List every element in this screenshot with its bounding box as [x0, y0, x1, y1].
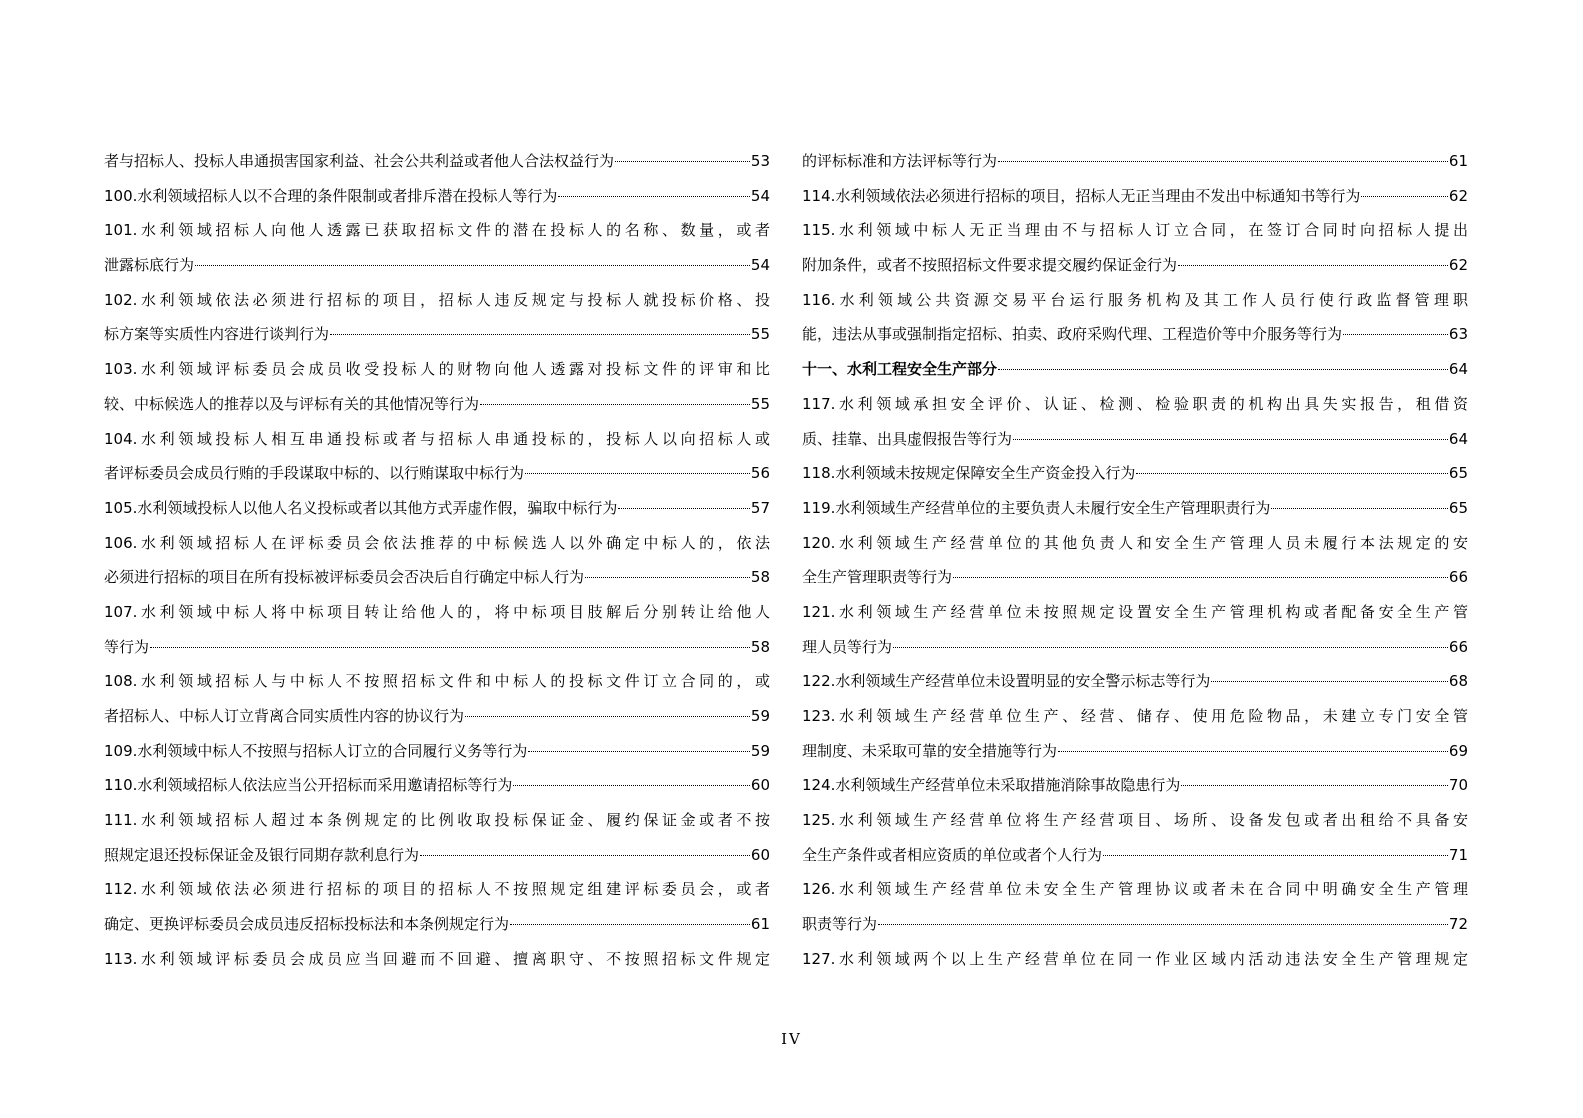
toc-entry-line: [104, 664, 770, 699]
toc-entry-text: 118.水利领域未按规定保障安全生产资金投入行为: [802, 464, 1136, 483]
toc-entry-line: [104, 422, 770, 457]
toc-entry-line[interactable]: [104, 630, 770, 665]
toc-leader-dots: [558, 196, 750, 197]
toc-entry-text: 等行为: [104, 637, 150, 656]
toc-entry-text: 113.水利领域评标委员会成员应当回避而不回避、擅离职守、不按照招标文件规定: [104, 949, 770, 968]
toc-entry-line[interactable]: [104, 144, 770, 179]
toc-page-number: 64: [1448, 360, 1468, 379]
toc-entry-text: 质、挂靠、出具虚假报告等行为: [802, 429, 1013, 448]
toc-entry-text: 112.水利领域依法必须进行招标的项目的招标人不按照规定组建评标委员会，或者: [104, 880, 770, 899]
toc-entry-text: 102.水利领域依法必须进行招标的项目，招标人违反规定与投标人就投标价格、投: [104, 290, 770, 309]
toc-page-number: 68: [1448, 672, 1468, 691]
toc-entry-text: 确定、更换评标委员会成员违反招标投标法和本条例规定行为: [104, 915, 510, 934]
toc-leader-dots: [150, 647, 750, 648]
toc-entry-text: 泄露标底行为: [104, 256, 195, 275]
toc-page-number: 58: [750, 637, 770, 656]
toc-entry-text: 115.水利领域中标人无正当理由不与招标人订立合同，在签订合同时向招标人提出: [802, 221, 1468, 240]
toc-entry-line[interactable]: [104, 699, 770, 734]
toc-leader-dots: [893, 647, 1448, 648]
toc-entry-text: 105.水利领域投标人以他人名义投标或者以其他方式弄虚作假，骗取中标行为: [104, 498, 618, 517]
toc-leader-dots: [420, 855, 750, 856]
toc-entry-text: 全生产管理职责等行为: [802, 568, 953, 587]
toc-page-number: 65: [1448, 464, 1468, 483]
toc-entry-text: 者评标委员会成员行贿的手段谋取中标的、以行贿谋取中标行为: [104, 464, 525, 483]
toc-leader-dots: [1058, 751, 1448, 752]
toc-leader-dots: [878, 924, 1448, 925]
toc-leader-dots: [1343, 334, 1448, 335]
toc-leader-dots: [1211, 681, 1448, 682]
toc-entry-line[interactable]: [104, 491, 770, 526]
toc-entry-line[interactable]: [104, 387, 770, 422]
toc-entry-line: [104, 595, 770, 630]
toc-entry-text: 者招标人、中标人订立背离合同实质性内容的协议行为: [104, 707, 465, 725]
toc-right-column: [802, 144, 1468, 977]
toc-entry-text: 107.水利领域中标人将中标项目转让给他人的，将中标项目肢解后分别转让给他人: [104, 602, 770, 621]
toc-entry-line: [802, 213, 1468, 248]
toc-entry-line: [802, 526, 1468, 561]
toc-entry-text: 126.水利领域生产经营单位未安全生产管理协议或者未在合同中明确安全生产管理: [802, 880, 1468, 899]
toc-entry-line[interactable]: [802, 560, 1468, 595]
toc-page-number: 55: [750, 394, 770, 413]
toc-leader-dots: [195, 265, 750, 266]
toc-entry-text: 者与招标人、投标人串通损害国家利益、社会公共利益或者他人合法权益行为: [104, 152, 615, 170]
toc-entry-line[interactable]: [104, 838, 770, 873]
toc-page-number: 61: [1448, 152, 1468, 170]
toc-entry-text: 理制度、未采取可靠的安全措施等行为: [802, 741, 1058, 760]
toc-entry-text: 114.水利领域依法必须进行招标的项目，招标人无正当理由不发出中标通知书等行为: [802, 186, 1361, 205]
toc-entry-line[interactable]: [802, 768, 1468, 803]
toc-entry-line: [104, 283, 770, 318]
toc-page-number: 57: [750, 498, 770, 517]
toc-entry-line[interactable]: [104, 560, 770, 595]
toc-entry-text: 116.水利领域公共资源交易平台运行服务机构及其工作人员行使行政监督管理职: [802, 290, 1468, 309]
toc-leader-dots: [465, 716, 750, 717]
toc-entry-line[interactable]: [802, 734, 1468, 769]
toc-entry-text: 110.水利领域招标人依法应当公开招标而采用邀请招标等行为: [104, 776, 513, 795]
toc-page-number: 62: [1448, 256, 1468, 275]
toc-entry-line[interactable]: [802, 630, 1468, 665]
toc-entry-line[interactable]: [802, 352, 1468, 387]
toc-entry-line[interactable]: [802, 456, 1468, 491]
toc-entry-text: 较、中标候选人的推荐以及与评标有关的其他情况等行为: [104, 394, 480, 413]
toc-entry-text: 124.水利领域生产经营单位未采取措施消除事故隐患行为: [802, 776, 1181, 795]
toc-leader-dots: [618, 508, 750, 509]
toc-page-number: 53: [750, 152, 770, 170]
toc-leader-dots: [330, 334, 750, 335]
toc-entry-line[interactable]: [802, 491, 1468, 526]
toc-left-column: [104, 144, 770, 977]
toc-entry-line[interactable]: [104, 768, 770, 803]
toc-entry-text: 的评标标准和方法评标等行为: [802, 152, 998, 170]
toc-entry-text: 照规定退还投标保证金及银行同期存款利息行为: [104, 845, 420, 864]
toc-leader-dots: [953, 577, 1448, 578]
toc-leader-dots: [585, 577, 750, 578]
toc-entry-text: 标方案等实质性内容进行谈判行为: [104, 325, 330, 344]
toc-leader-dots: [1361, 196, 1448, 197]
toc-entry-text: 职责等行为: [802, 915, 878, 934]
toc-page-number: 59: [750, 707, 770, 725]
toc-entry-line: [802, 595, 1468, 630]
toc-entry-line[interactable]: [104, 179, 770, 214]
toc-page-number: 62: [1448, 186, 1468, 205]
toc-entry-text: 101.水利领域招标人向他人透露已获取招标文件的潜在投标人的名称、数量，或者: [104, 221, 770, 240]
toc-entry-line: [802, 283, 1468, 318]
toc-entry-text: 122.水利领域生产经营单位未设置明显的安全警示标志等行为: [802, 672, 1211, 691]
toc-entry-text: 108.水利领域招标人与中标人不按照招标文件和中标人的投标文件订立合同的，或: [104, 672, 770, 691]
toc-entry-line[interactable]: [104, 456, 770, 491]
toc-entry-line: [802, 803, 1468, 838]
toc-entry-line: [104, 872, 770, 907]
toc-page-number: 71: [1448, 845, 1468, 864]
toc-leader-dots: [1136, 473, 1448, 474]
toc-entry-text: 104.水利领域投标人相互串通投标或者与招标人串通投标的，投标人以向招标人或: [104, 429, 770, 448]
toc-leader-dots: [513, 785, 750, 786]
toc-leader-dots: [528, 751, 750, 752]
toc-entry-line: [802, 942, 1468, 977]
toc-entry-text: 119.水利领域生产经营单位的主要负责人未履行安全生产管理职责行为: [802, 498, 1271, 517]
toc-entry-line[interactable]: [802, 144, 1468, 179]
toc-entry-line: [104, 352, 770, 387]
toc-entry-line: [104, 526, 770, 561]
toc-leader-dots: [1181, 785, 1448, 786]
toc-leader-dots: [615, 161, 750, 162]
toc-page-number: 54: [750, 256, 770, 275]
toc-leader-dots: [1271, 508, 1448, 509]
toc-entry-text: 理人员等行为: [802, 637, 893, 656]
toc-entry-line: [104, 803, 770, 838]
toc-entry-line[interactable]: [802, 422, 1468, 457]
toc-entry-text: 123.水利领域生产经营单位生产、经营、储存、使用危险物品，未建立专门安全管: [802, 707, 1468, 725]
toc-page-number: 55: [750, 325, 770, 344]
page-number: IV: [781, 1030, 802, 1048]
toc-entry-text: 100.水利领域招标人以不合理的条件限制或者排斥潜在投标人等行为: [104, 186, 558, 205]
toc-entry-text: 117.水利领域承担安全评价、认证、检测、检验职责的机构出具失实报告，租借资: [802, 394, 1468, 413]
toc-entry-line[interactable]: [104, 734, 770, 769]
toc-page-number: 64: [1448, 429, 1468, 448]
toc-page-number: 72: [1448, 915, 1468, 934]
toc-page-number: 70: [1448, 776, 1468, 795]
toc-entry-line: [802, 699, 1468, 734]
toc-leader-dots: [998, 161, 1448, 162]
toc-entry-text: 121.水利领域生产经营单位未按照规定设置安全生产管理机构或者配备安全生产管: [802, 602, 1468, 621]
toc-entry-text: 附加条件，或者不按照招标文件要求提交履约保证金行为: [802, 256, 1178, 275]
toc-entry-line[interactable]: [104, 317, 770, 352]
toc-entry-text: 127.水利领域两个以上生产经营单位在同一作业区域内活动违法安全生产管理规定: [802, 949, 1468, 968]
toc-page-number: 69: [1448, 741, 1468, 760]
toc-page-number: 59: [750, 741, 770, 760]
toc-entry-line[interactable]: [104, 248, 770, 283]
toc-leader-dots: [998, 369, 1448, 370]
toc-entry-line[interactable]: [802, 907, 1468, 942]
toc-leader-dots: [1013, 439, 1448, 440]
toc-page-number: 54: [750, 186, 770, 205]
toc-page-number: 61: [750, 915, 770, 934]
toc-entry-line: [802, 387, 1468, 422]
toc-entry-text: 103.水利领域评标委员会成员收受投标人的财物向他人透露对投标文件的评审和比: [104, 360, 770, 379]
toc-page-number: 58: [750, 568, 770, 587]
toc-page-number: 66: [1448, 568, 1468, 587]
toc-entry-text: 120.水利领域生产经营单位的其他负责人和安全生产管理人员未履行本法规定的安: [802, 533, 1468, 552]
toc-entry-line[interactable]: [802, 248, 1468, 283]
toc-entry-line[interactable]: [802, 664, 1468, 699]
toc-entry-line[interactable]: [802, 317, 1468, 352]
toc-page-number: 56: [750, 464, 770, 483]
toc-entry-line[interactable]: [802, 838, 1468, 873]
toc-entry-line[interactable]: [104, 907, 770, 942]
toc-page-number: 66: [1448, 637, 1468, 656]
toc-entry-line[interactable]: [802, 179, 1468, 214]
toc-leader-dots: [510, 924, 750, 925]
toc-leader-dots: [1103, 855, 1448, 856]
toc-entry-text: 125.水利领域生产经营单位将生产经营项目、场所、设备发包或者出租给不具备安: [802, 811, 1468, 830]
toc-entry-text: 必须进行招标的项目在所有投标被评标委员会否决后自行确定中标人行为: [104, 568, 585, 587]
toc-leader-dots: [480, 404, 750, 405]
toc-leader-dots: [525, 473, 750, 474]
toc-entry-text: 111.水利领域招标人超过本条例规定的比例收取投标保证金、履约保证金或者不按: [104, 811, 770, 830]
toc-entry-text: 109.水利领域中标人不按照与招标人订立的合同履行义务等行为: [104, 741, 528, 760]
toc-page-number: 60: [750, 845, 770, 864]
toc-entry-text: 十一、水利工程安全生产部分: [802, 360, 998, 379]
toc-page-number: 60: [750, 776, 770, 795]
toc-page-number: 65: [1448, 498, 1468, 517]
toc-page-number: 63: [1448, 325, 1468, 344]
toc-entry-text: 全生产条件或者相应资质的单位或者个人行为: [802, 845, 1103, 864]
toc-leader-dots: [1178, 265, 1448, 266]
toc-entry-line: [104, 213, 770, 248]
toc-entry-line: [104, 942, 770, 977]
toc-entry-text: 能，违法从事或强制指定招标、拍卖、政府采购代理、工程造价等中介服务等行为: [802, 325, 1343, 344]
toc-entry-line: [802, 872, 1468, 907]
toc-entry-text: 106.水利领域招标人在评标委员会依法推荐的中标候选人以外确定中标人的，依法: [104, 533, 770, 552]
